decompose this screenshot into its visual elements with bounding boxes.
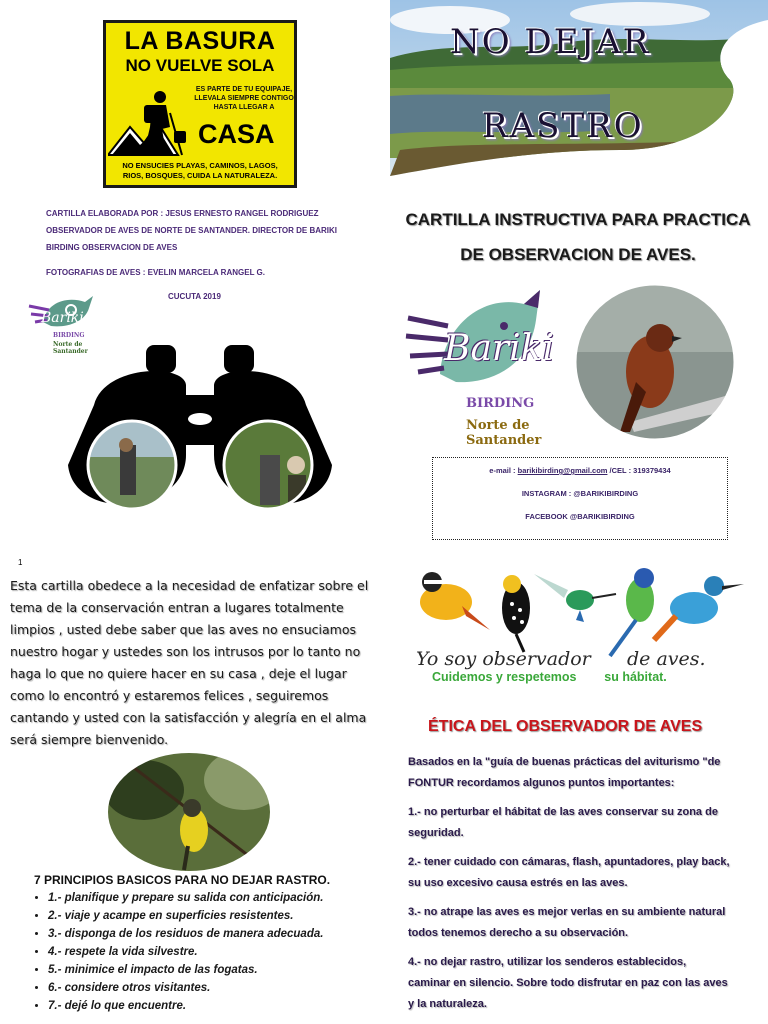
ethics-point-2: 2.- tener cuidado con cámaras, flash, apuntadores, play back,: [408, 856, 730, 868]
contact-box: [432, 457, 728, 540]
cover-title-line1: NO DEJAR: [450, 22, 651, 62]
credits-line3: BIRDING OBSERVACION DE AVES: [46, 243, 178, 252]
page-number: 1: [18, 558, 23, 567]
principle-item: • 3.- disponga de los residuos de manera adecuada.: [48, 928, 408, 946]
big-bariki-logo: [404, 284, 574, 448]
principles-title: 7 PRINCIPIOS BASICOS PARA NO DEJAR RASTRO.: [34, 873, 331, 887]
intro-line: tema de la conservación entran a lugares totalmente: [10, 600, 344, 615]
ethics-point-2: su uso excesivo causa estrés en las aves.: [408, 877, 628, 889]
big-logo-region: Norte de Santander: [466, 418, 542, 448]
cel-text: /CEL : 319379434: [607, 466, 671, 475]
credits-place: CUCUTA 2019: [168, 292, 221, 301]
principle-item: • 6.- considere otros visitantes.: [48, 982, 408, 1000]
principle-item: • 2.- viaje y acampe en superficies resistentes.: [48, 910, 408, 928]
binoculars-graphic: [64, 345, 336, 523]
intro-line: nuestro hogar y ustedes son los intrusos por lo tanto no: [10, 644, 361, 659]
intro-paragraph: [10, 575, 376, 751]
ethics-intro-line: Basados en la "guía de buenas prácticas del aviturismo "de: [408, 756, 721, 768]
poster-headline: LA BASURA: [124, 27, 276, 55]
main-title-line1: CARTILLA INSTRUCTIVA PARA PRACTICA: [405, 210, 751, 229]
intro-line: haga lo que no quiere hacer en su casa , deje el lugar: [10, 666, 347, 681]
cover-title-line2: RASTRO: [482, 106, 644, 146]
banner-line1: Yo soy observador de aves.: [416, 648, 706, 670]
ethics-title: ÉTICA DEL OBSERVADOR DE AVES: [428, 718, 703, 735]
small-logo-region: Norte de Santander: [53, 341, 88, 355]
principle-item: • 7.- dejé lo que encuentre.: [48, 1000, 408, 1018]
intro-line: será siempre bienvenido.: [10, 732, 169, 747]
facebook-text: FACEBOOK @BARIKIBIRDING: [525, 512, 635, 521]
ethics-intro-line: FONTUR recordamos algunos puntos importantes:: [408, 777, 675, 789]
banner-line2: Cuidemos y respetemos su hábitat.: [432, 670, 667, 684]
poster-casa: CASA: [198, 119, 275, 149]
poster-subheadline: NO VUELVE SOLA: [125, 56, 275, 75]
poster-footer: NO ENSUCIES PLAYAS, CAMINOS, LAGOS, RIOS, BOSQUES, CUIDA LA NATURALEZA.: [122, 161, 278, 180]
intro-line: Esta cartilla obedece a la necesidad de enfatizar sobre el: [10, 578, 369, 593]
big-logo-birding: BIRDING: [466, 396, 535, 411]
ethics-point-3: 3.- no atrape las aves es mejor verlas en su ambiente natural: [408, 906, 726, 918]
credits-photos: FOTOGRAFIAS DE AVES : EVELIN MARCELA RANGEL G.: [46, 268, 265, 277]
intro-line: cantando y usted con la satisfacción y alegría en el alma: [10, 710, 367, 725]
ethics-point-4: 4.- no dejar rastro, utilizar los senderos establecidos,: [408, 956, 687, 968]
wetland-photo: [390, 0, 768, 176]
poster-side-text: ES PARTE DE TU EQUIPAJE, LLEVALA SIEMPRE CONTIGO HASTA LLEGAR A: [194, 86, 294, 111]
credits-line2: OBSERVADOR DE AVES DE NORTE DE SANTANDER. DIRECTOR DE BARIKI: [46, 226, 337, 235]
hiker-icon: [108, 83, 194, 161]
ethics-point-1: seguridad.: [408, 827, 464, 839]
trash-poster: [103, 20, 297, 188]
ethics-point-1: 1.- no perturbar el hábitat de las aves conservar su zona de: [408, 806, 718, 818]
ethics-point-4: y la naturaleza.: [408, 998, 487, 1010]
principles-list: [22, 892, 408, 1018]
bird-photo: [570, 282, 740, 446]
ethics-point-3: todos tenemos derecho a su observación.: [408, 927, 629, 939]
big-logo-name: Bariki: [444, 328, 554, 369]
ethics-body: [408, 752, 738, 1015]
principle-item: • 4.- respete la vida silvestre.: [48, 946, 408, 964]
email-label: e-mail :: [489, 466, 518, 475]
main-title-line2: DE OBSERVACION DE AVES.: [460, 245, 696, 264]
birds-illustration: [404, 560, 754, 660]
small-logo-name: Bariki: [41, 310, 84, 326]
ethics-point-4: caminar en silencio. Sobre todo disfrutar en paz con las aves: [408, 977, 728, 989]
principle-item: • 5.- minimice el impacto de las fogatas.: [48, 964, 408, 982]
instagram-text: INSTAGRAM : @BARIKIBIRDING: [521, 489, 639, 498]
email-link[interactable]: barikibirding@gmail.com: [517, 466, 608, 475]
credits-line1: CARTILLA ELABORADA POR : JESUS ERNESTO RANGEL RODRIGUEZ: [46, 209, 319, 218]
flycatcher-photo: [104, 750, 274, 874]
small-logo-birding: BIRDING: [53, 332, 85, 339]
principle-item: • 1.- planifique y prepare su salida con anticipación.: [48, 892, 408, 910]
contact-email-row: [433, 466, 727, 475]
intro-line: limpios , usted debe saber que las aves no ensuciamos: [10, 622, 356, 637]
intro-line: como lo encontró y estaremos felices , seguiremos: [10, 688, 329, 703]
